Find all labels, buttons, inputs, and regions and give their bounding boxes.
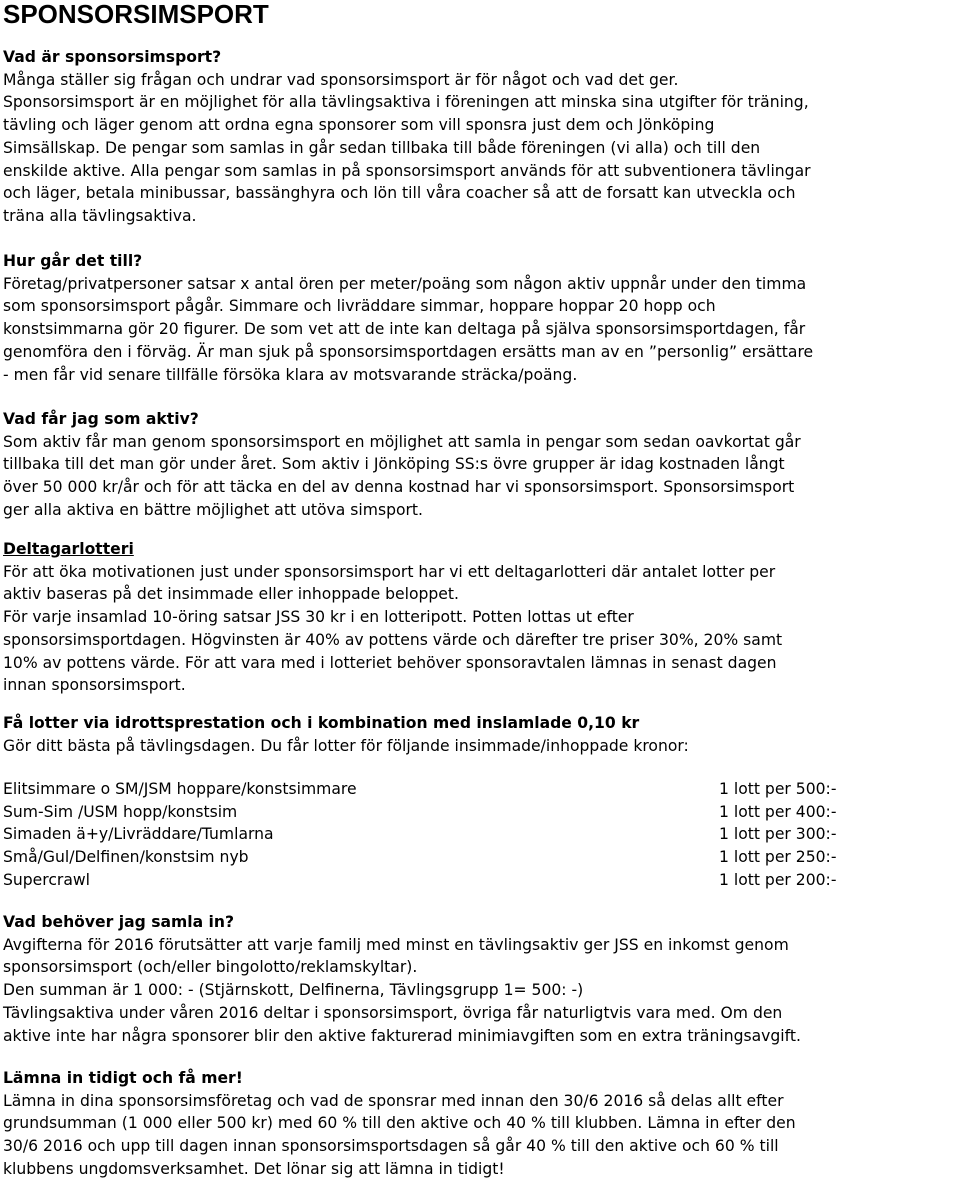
text-line: grundsumman (1 000 eller 500 kr) med 60 % till den aktive och 40 % till klubben. Lämna in efter den xyxy=(3,1114,796,1133)
section-vad-far xyxy=(3,408,801,522)
text-line: 10% av pottens värde. För att vara med i lotteriet behöver sponsoravtalen lämnas in senast dagen xyxy=(3,653,777,672)
text-line: klubbens ungdomsverksamhet. Det lönar sig att lämna in tidigt! xyxy=(3,1159,505,1178)
section-fa-lotter xyxy=(3,712,689,757)
section-heading: Vad behöver jag samla in? xyxy=(3,913,235,931)
text-line: aktiv baseras på det insimmade eller inhoppade beloppet. xyxy=(3,585,459,604)
text-line: tävling och läger genom att ordna egna sponsorer som vill sponsra just dem och Jönköping xyxy=(3,116,715,135)
text-line: sponsorsimsport (och/eller bingolotto/reklamskyltar). xyxy=(3,958,418,977)
section-heading: Få lotter via idrottsprestation och i kombination med inslamlade 0,10 kr xyxy=(3,714,640,732)
text-line: enskilde aktive. Alla pengar som samlas in på sponsorsimsport används för att subventionera tävlingar xyxy=(3,161,811,180)
table-cell-category: Sum-Sim /USM hopp/konstsim xyxy=(3,802,238,821)
text-line: sponsorsimsportdagen. Högvinsten är 40% av pottens värde och därefter tre priser 30%, 20% samt xyxy=(3,630,783,649)
section-deltagarlotteri xyxy=(3,538,782,697)
text-line: Den summan är 1 000: - (Stjärnskott, Delfinerna, Tävlingsgrupp 1= 500: -) xyxy=(3,981,584,1000)
text-line: träna alla tävlingsaktiva. xyxy=(3,206,197,225)
text-line: aktive inte har några sponsorer blir den aktive fakturerad minimiavgiften som en extra träningsavgift. xyxy=(3,1026,801,1045)
text-line: Företag/privatpersoner satsar x antal ören per meter/poäng som någon aktiv uppnår under den timma xyxy=(3,274,807,293)
section-lamna-in xyxy=(3,1067,796,1181)
text-line: För att öka motivationen just under sponsorsimsport har vi ett deltagarlotteri där antalet lotter per xyxy=(3,562,776,581)
text-line: ger alla aktiva en bättre möjlighet att utöva simsport. xyxy=(3,500,423,519)
text-line: Många ställer sig frågan och undrar vad sponsorsimsport är för något och vad det ger. xyxy=(3,70,679,89)
text-line: över 50 000 kr/år och för att täcka en del av denna kostnad har vi sponsorsimsport. Sponsorsimsport xyxy=(3,478,795,497)
text-line: - men får vid senare tillfälle försöka klara av motsvarande sträcka/poäng. xyxy=(3,365,578,384)
text-line: Sponsorsimsport är en möjlighet för alla tävlingsaktiva i föreningen att minska sina utgifter för träning, xyxy=(3,93,809,112)
section-heading: Vad får jag som aktiv? xyxy=(3,410,199,428)
table-cell-rate: 1 lott per 500:- xyxy=(719,780,837,798)
table-cell-rate: 1 lott per 250:- xyxy=(719,848,837,867)
text-line: Tävlingsaktiva under våren 2016 deltar i sponsorsimsport, övriga får naturligtvis vara med. Om den xyxy=(3,1003,783,1022)
text-line: tillbaka till det man gör under året. Som aktiv i Jönköping SS:s övre grupper är idag kostnaden långt xyxy=(3,455,785,474)
text-line: genomföra den i förväg. Är man sjuk på sponsorsimsportdagen ersätts man av en ”personlig” ersättare xyxy=(3,342,814,361)
text-line: Gör ditt bästa på tävlingsdagen. Du får lotter för följande insimmade/inhoppade kronor: xyxy=(3,736,689,755)
table-row xyxy=(3,778,957,801)
table-row xyxy=(3,823,957,846)
text-line: Lämna in dina sponsorsimsföretag och vad de sponsrar med innan den 30/6 2016 så delas allt efter xyxy=(3,1091,784,1110)
table-row xyxy=(3,846,957,869)
text-line: Simsällskap. De pengar som samlas in går sedan tillbaka till både föreningen (vi alla) och till den xyxy=(3,138,761,157)
page-title: SPONSORSIMSPORT xyxy=(3,0,269,29)
section-heading: Hur går det till? xyxy=(3,252,143,270)
lottery-table xyxy=(3,778,957,892)
text-line: innan sponsorsimsport. xyxy=(3,676,186,695)
table-cell-category: Simaden ä+y/Livräddare/Tumlarna xyxy=(3,825,274,844)
text-line: För varje insamlad 10-öring satsar JSS 30 kr i en lotteripott. Potten lottas ut efter xyxy=(3,608,634,627)
section-hur-gar xyxy=(3,250,813,386)
table-row xyxy=(3,869,957,892)
text-line: som sponsorsimsport pågår. Simmare och livräddare simmar, hoppare hoppar 20 hopp och xyxy=(3,297,716,316)
table-cell-category: Elitsimmare o SM/JSM hoppare/konstsimmare xyxy=(3,780,357,798)
section-heading: Vad är sponsorsimsport? xyxy=(3,48,222,66)
text-line: och läger, betala minibussar, bassänghyra och lön till våra coacher så att de forsatt kan utveckla och xyxy=(3,184,796,203)
text-line: Som aktiv får man genom sponsorsimsport en möjlighet att samla in pengar som sedan oavkortat går xyxy=(3,432,801,451)
section-heading: Deltagarlotteri xyxy=(3,540,134,558)
section-heading: Lämna in tidigt och få mer! xyxy=(3,1069,243,1087)
section-vad-ar xyxy=(3,46,811,228)
table-cell-rate: 1 lott per 200:- xyxy=(719,870,837,889)
document-page xyxy=(3,0,957,1178)
section-vad-behover xyxy=(3,911,801,1047)
table-cell-rate: 1 lott per 400:- xyxy=(719,802,837,821)
table-cell-category: Små/Gul/Delfinen/konstsim nyb xyxy=(3,848,249,867)
text-line: 30/6 2016 och upp till dagen innan sponsorsimsportsdagen så går 40 % till den aktive och 60 % till xyxy=(3,1137,779,1156)
text-line: Avgifterna för 2016 förutsätter att varje familj med minst en tävlingsaktiv ger JSS en inkomst genom xyxy=(3,935,789,954)
text-line: konstsimmarna gör 20 figurer. De som vet att de inte kan deltaga på själva sponsorsimsportdagen, får xyxy=(3,320,806,339)
table-cell-rate: 1 lott per 300:- xyxy=(719,825,837,844)
table-row xyxy=(3,801,957,824)
table-cell-category: Supercrawl xyxy=(3,870,90,889)
